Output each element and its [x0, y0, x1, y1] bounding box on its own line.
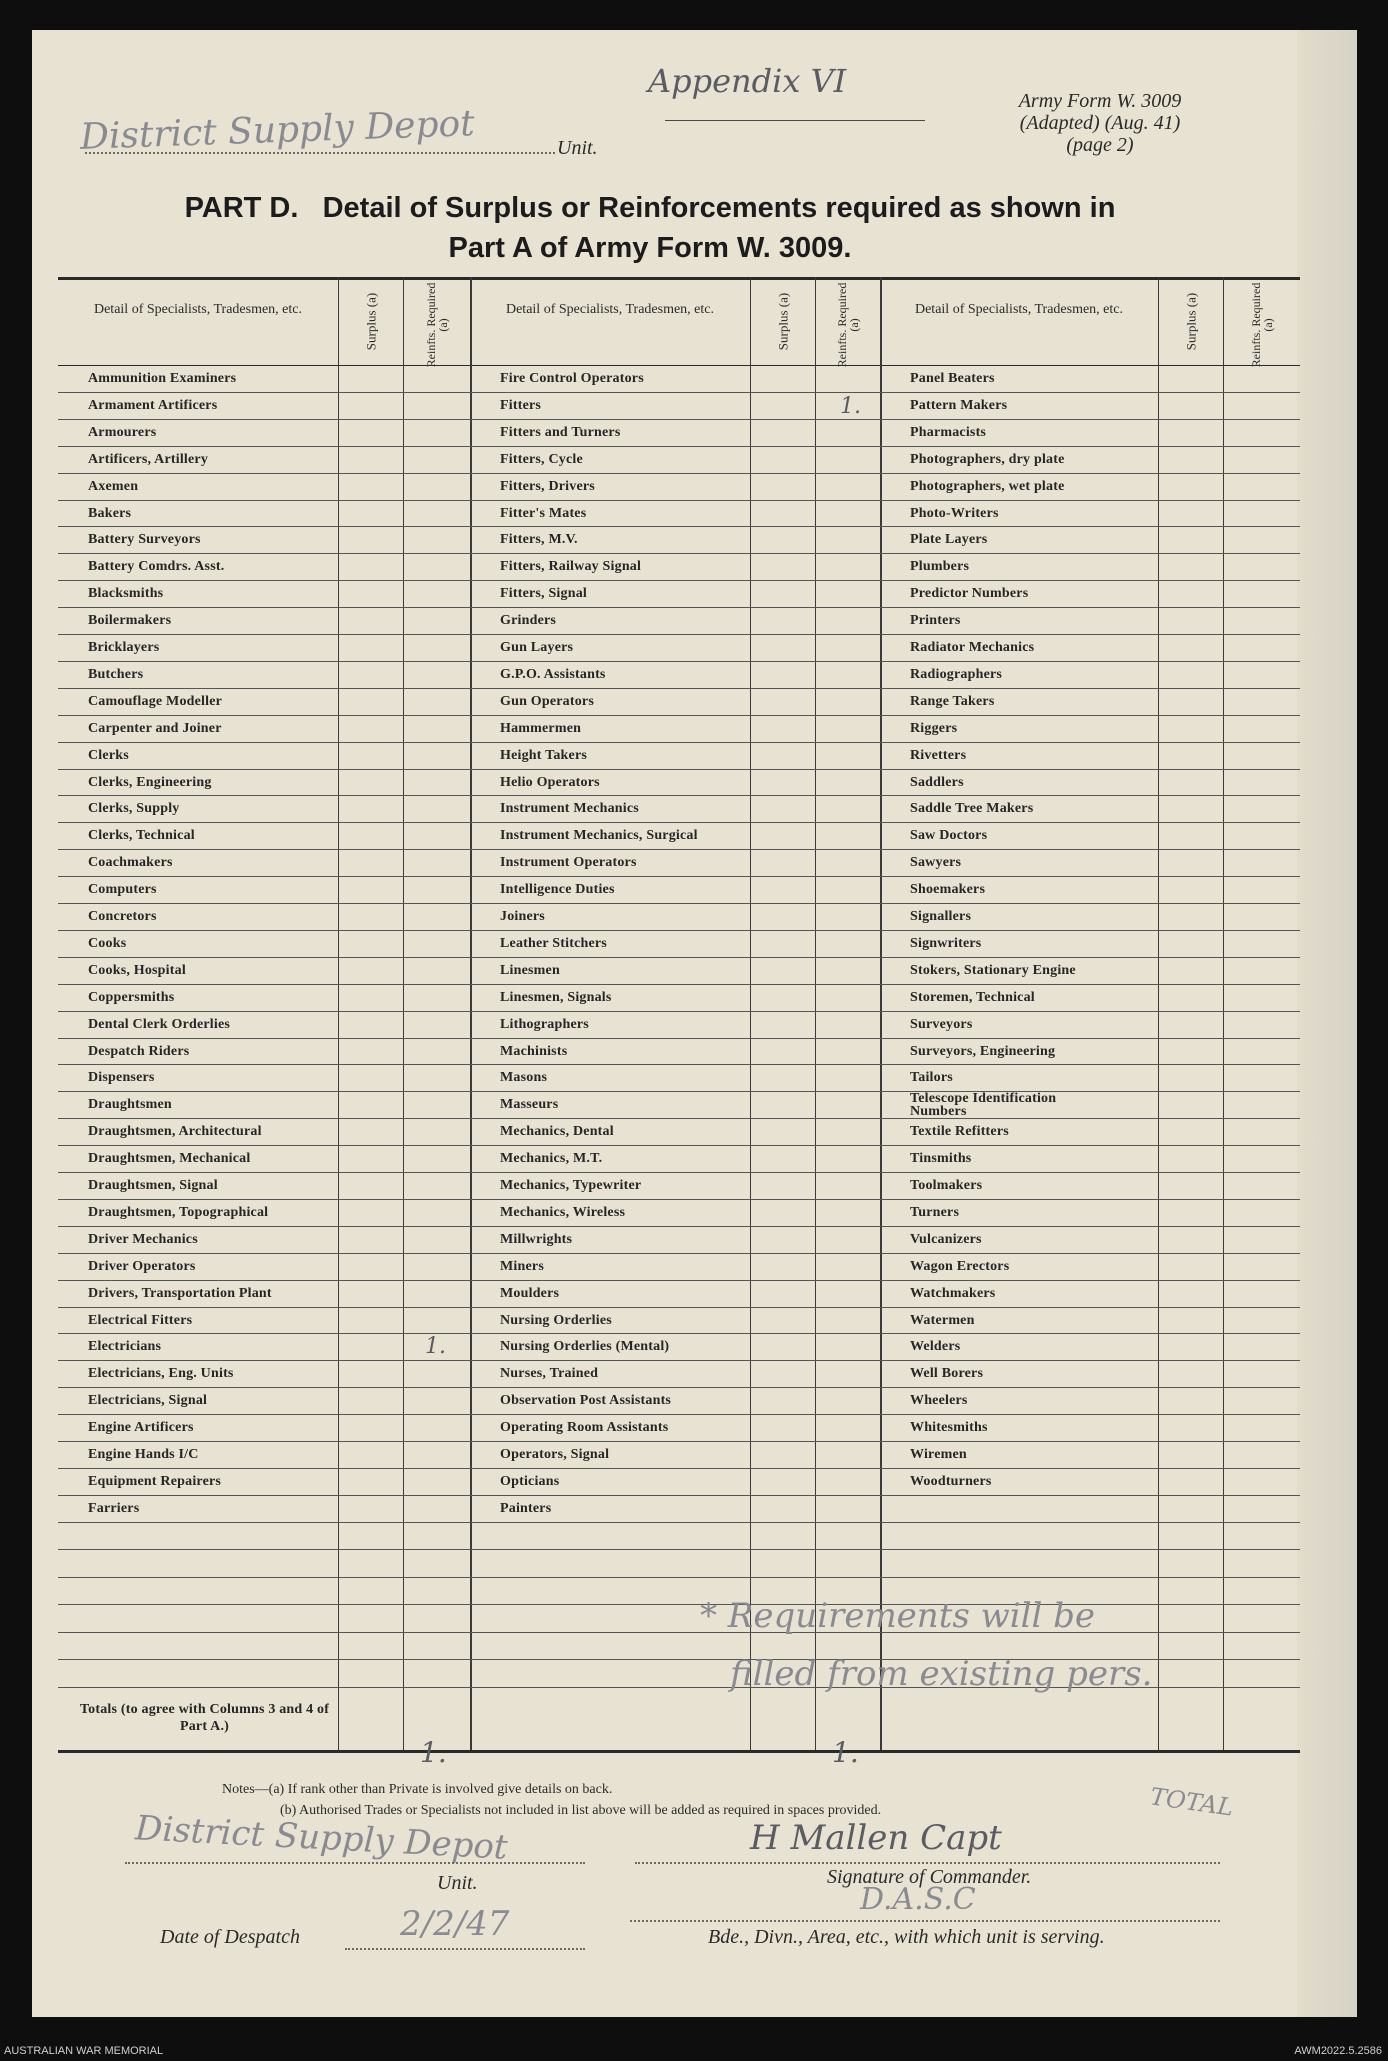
unit-top-line	[85, 152, 555, 154]
table-cell-label: Height Takers	[500, 747, 588, 763]
formation-label: Bde., Divn., Area, etc., with which unit is serving.	[708, 1926, 1105, 1948]
note-a: Notes—(a) If rank other than Private is involved give details on back.	[222, 1782, 613, 1797]
unit-bottom-label: Unit.	[437, 1872, 478, 1894]
table-row-line	[58, 1414, 1300, 1415]
header-surplus: Surplus (a)	[363, 292, 378, 351]
table-cell-label: Machinists	[500, 1043, 568, 1059]
table-cell-label: Fitters, Cycle	[500, 451, 583, 467]
table-cell-label: Instrument Operators	[500, 855, 637, 871]
header-reinfts: Reinfts. Required (a)	[1248, 282, 1275, 368]
blank-row-line	[58, 1549, 1300, 1550]
header-bottom-border	[58, 365, 1300, 366]
table-cell-label: Equipment Repairers	[88, 1473, 222, 1489]
form-reference-line1: Army Form W. 3009	[1018, 90, 1182, 112]
table-top-border	[58, 277, 1300, 280]
table-row-line	[58, 769, 1300, 770]
table-cell-label: Electricians, Signal	[88, 1393, 208, 1409]
table-row-line	[58, 1172, 1300, 1173]
table-row-line	[58, 822, 1300, 823]
table-cell-label: Watchmakers	[910, 1285, 996, 1301]
table-cell-label: Plate Layers	[910, 532, 988, 548]
table-cell-label: Textile Refitters	[910, 1124, 1009, 1140]
table-cell-label: Battery Comdrs. Asst.	[88, 559, 225, 575]
table-row-line	[58, 1387, 1300, 1388]
table-cell-label: Draughtsmen, Mechanical	[88, 1151, 251, 1167]
table-cell-label: Radiator Mechanics	[910, 640, 1035, 655]
table-cell-label: Wheelers	[910, 1393, 968, 1409]
table-cell-label: Hammermen	[500, 720, 582, 736]
title-line1: PART D. Detail of Surplus or Reinforcements required as shown in	[184, 192, 1116, 224]
table-cell-label: Draughtsmen, Architectural	[88, 1124, 262, 1140]
table-cell-label: Fitters	[500, 397, 542, 413]
note-b: (b) Authorised Trades or Specialists not included in list above will be added as required in spaces provided.	[280, 1803, 882, 1818]
table-cell-label: Riggers	[910, 720, 958, 736]
unit-top-handwriting: District Supply Depot	[79, 103, 476, 158]
table-cell-label: Draughtsmen, Signal	[88, 1178, 218, 1193]
table-cell-label: Instrument Mechanics, Surgical	[500, 828, 698, 844]
table-cell-label: Operating Room Assistants	[500, 1420, 669, 1436]
title-line2: Part A of Army Form W. 3009.	[448, 232, 852, 264]
table-cell-label: Vulcanizers	[910, 1231, 982, 1247]
table-row-line	[58, 1360, 1300, 1361]
table-cell-label: Computers	[88, 882, 157, 898]
table-cell-label: Plumbers	[910, 559, 970, 575]
table-cell-label: Pattern Makers	[910, 397, 1008, 413]
header-surplus: Surplus (a)	[1183, 292, 1198, 351]
table-cell-label: Telescope Identification Numbers	[910, 1091, 1057, 1120]
table-cell-label: Well Borers	[910, 1366, 984, 1382]
table-cell-label: Printers	[910, 613, 961, 629]
table-row-line	[58, 876, 1300, 877]
table-row-line	[58, 930, 1300, 931]
table-row-line	[58, 1118, 1300, 1119]
table-cell-label: Photo-Writers	[910, 505, 999, 521]
table-row-line	[58, 1307, 1300, 1308]
table-cell-label: Cooks	[88, 935, 127, 951]
table-row-line	[58, 473, 1300, 474]
table-cell-label: Driver Operators	[88, 1258, 196, 1274]
table-cell-label: Butchers	[88, 666, 144, 682]
table-cell-label: Camouflage Modeller	[88, 693, 223, 709]
table-cell-label: Intelligence Duties	[500, 882, 615, 898]
table-cell-label: Painters	[500, 1500, 552, 1516]
table-cell-label: Clerks, Supply	[88, 801, 180, 817]
table-row-line	[58, 1468, 1300, 1469]
table-cell-label: Moulders	[500, 1285, 560, 1301]
table-row-line	[58, 742, 1300, 743]
table-cell-label: Electricians, Eng. Units	[88, 1366, 234, 1382]
reinfts-electricians-value: 1.	[425, 1334, 446, 1359]
table-row-line	[58, 392, 1300, 393]
table-cell-label: Stokers, Stationary Engine	[910, 962, 1076, 978]
table-cell-label: Mechanics, Typewriter	[500, 1178, 642, 1193]
total-reinfts-col2: 1.	[832, 1736, 859, 1769]
table-cell-label: Cooks, Hospital	[88, 962, 186, 978]
table-cell-label: Wiremen	[910, 1447, 967, 1462]
dasc-handwriting: D.A.S.C	[860, 1882, 976, 1917]
header-detail: Detail of Specialists, Tradesmen, etc.	[914, 302, 1124, 317]
table-cell-label: Fire Control Operators	[500, 371, 644, 386]
table-row-line	[58, 1495, 1300, 1496]
table-row-line	[58, 984, 1300, 985]
table-cell-label: Shoemakers	[910, 882, 986, 898]
table-cell-label: Driver Mechanics	[88, 1231, 198, 1247]
table-cell-label: Saddlers	[910, 774, 964, 790]
table-cell-label: Predictor Numbers	[910, 586, 1029, 602]
header-detail: Detail of Specialists, Tradesmen, etc.	[505, 302, 715, 317]
signature-line	[635, 1862, 1220, 1864]
table-cell-label: Photographers, dry plate	[910, 451, 1065, 467]
table-row-line	[58, 607, 1300, 608]
header-reinfts: Reinfts. Required (a)	[423, 282, 450, 368]
table-cell-label: Battery Surveyors	[88, 532, 201, 548]
table-row-line	[58, 446, 1300, 447]
table-cell-label: Axemen	[88, 478, 139, 494]
table-cell-label: Panel Beaters	[910, 371, 995, 386]
table-cell-label: Farriers	[88, 1500, 140, 1516]
table-row-line	[58, 1011, 1300, 1012]
table-cell-label: Bricklayers	[88, 640, 160, 655]
table-cell-label: Fitters, Drivers	[500, 478, 595, 494]
table-row-line	[58, 634, 1300, 635]
table-row-line	[58, 553, 1300, 554]
date-handwriting: 2/2/47	[400, 1904, 510, 1944]
table-row-line	[58, 661, 1300, 662]
table-cell-label: Draughtsmen	[88, 1097, 172, 1113]
table-cell-label: Electricians	[88, 1339, 162, 1355]
table-cell-label: Storemen, Technical	[910, 989, 1035, 1005]
table-row-line	[58, 688, 1300, 689]
unit-bottom-line	[125, 1862, 585, 1864]
table-cell-label: Saddle Tree Makers	[910, 801, 1034, 817]
table-cell-label: Clerks, Engineering	[88, 774, 212, 790]
table-cell-label: Clerks	[88, 747, 129, 763]
table-cell-label: Armourers	[88, 424, 157, 440]
totals-label: Totals (to agree with Columns 3 and 4 of Part A.)	[79, 1701, 330, 1734]
table-row-line	[58, 1333, 1300, 1334]
table-row-line	[58, 1280, 1300, 1281]
table-row-line	[58, 1038, 1300, 1039]
column-divider	[403, 277, 404, 1750]
table-row-line	[58, 1064, 1300, 1065]
table-cell-label: Masons	[500, 1070, 548, 1086]
table-cell-label: Photographers, wet plate	[910, 478, 1065, 494]
table-cell-label: Surveyors	[910, 1016, 973, 1032]
table-cell-label: Nurses, Trained	[500, 1366, 599, 1382]
table-cell-label: Fitters, M.V.	[500, 532, 578, 548]
table-cell-label: Nursing Orderlies (Mental)	[500, 1339, 670, 1355]
table-cell-label: Fitters, Signal	[500, 586, 587, 602]
table-cell-label: Grinders	[500, 613, 557, 629]
table-cell-label: Observation Post Assistants	[500, 1393, 672, 1409]
table-cell-label: Millwrights	[500, 1231, 573, 1247]
table-cell-label: Radiographers	[910, 666, 1003, 682]
table-cell-label: Linesmen	[500, 962, 560, 978]
table-cell-label: Dispensers	[88, 1070, 155, 1086]
requirements-note-line1: * Requirements will be	[700, 1596, 1096, 1636]
appendix-underline	[665, 120, 925, 121]
table-cell-label: Woodturners	[910, 1473, 992, 1489]
table-cell-label: G.P.O. Assistants	[500, 666, 606, 682]
table-cell-label: Tinsmiths	[910, 1151, 972, 1167]
paper-edge	[1297, 30, 1357, 2017]
table-row-line	[58, 795, 1300, 796]
table-row-line	[58, 500, 1300, 501]
table-cell-label: Welders	[910, 1339, 961, 1355]
table-row-line	[58, 580, 1300, 581]
table-row-line	[58, 1199, 1300, 1200]
table-row-line	[58, 1226, 1300, 1227]
reinfts-fitters-value: 1.	[840, 394, 861, 419]
table-cell-label: Surveyors, Engineering	[910, 1043, 1056, 1059]
table-row-line	[58, 715, 1300, 716]
unit-top-label: Unit.	[557, 137, 598, 159]
table-cell-label: Armament Artificers	[88, 397, 218, 413]
table-cell-label: Dental Clerk Orderlies	[88, 1016, 231, 1032]
requirements-note-line2: filled from existing pers.	[730, 1654, 1153, 1694]
table-cell-label: Fitter's Mates	[500, 505, 587, 521]
column-divider	[1223, 277, 1224, 1750]
table-cell-label: Rivetters	[910, 747, 967, 763]
table-cell-label: Toolmakers	[910, 1178, 983, 1193]
table-cell-label: Mechanics, Dental	[500, 1124, 614, 1140]
table-cell-label: Concretors	[88, 909, 157, 924]
table-cell-label: Watermen	[910, 1312, 975, 1328]
table-row-line	[58, 1441, 1300, 1442]
table-row-line	[58, 1145, 1300, 1146]
table-bottom-border	[58, 1750, 1300, 1753]
table-cell-label: Opticians	[500, 1473, 560, 1489]
blank-row-line	[58, 1604, 1300, 1605]
column-divider	[470, 277, 472, 1750]
form-reference	[980, 90, 1220, 156]
table-cell-label: Whitesmiths	[910, 1420, 988, 1436]
column-divider	[1158, 277, 1159, 1750]
header-detail: Detail of Specialists, Tradesmen, etc.	[93, 302, 303, 317]
date-label: Date of Despatch	[160, 1926, 300, 1948]
form-reference-line3: (page 2)	[1066, 134, 1134, 156]
table-cell-label: Coppersmiths	[88, 989, 175, 1005]
table-row-line	[58, 957, 1300, 958]
table-cell-label: Drivers, Transportation Plant	[88, 1285, 272, 1301]
table-cell-label: Tailors	[910, 1070, 953, 1086]
table-cell-label: Electrical Fitters	[88, 1312, 193, 1328]
total-reinfts-col1: 1.	[420, 1736, 447, 1769]
table-cell-label: Gun Layers	[500, 640, 574, 655]
column-divider	[880, 277, 882, 1750]
table-cell-label: Lithographers	[500, 1016, 589, 1032]
table-cell-label: Leather Stitchers	[500, 935, 607, 951]
table-cell-label: Miners	[500, 1258, 544, 1274]
total-handwriting: TOTAL	[1148, 1782, 1236, 1822]
table-cell-label: Pharmacists	[910, 424, 987, 440]
column-divider	[750, 277, 751, 1750]
table-cell-label: Operators, Signal	[500, 1447, 610, 1462]
table-cell-label: Despatch Riders	[88, 1043, 190, 1059]
table-row-line	[58, 1522, 1300, 1523]
column-divider	[815, 277, 816, 1750]
table-cell-label: Mechanics, Wireless	[500, 1204, 626, 1220]
table-row-line	[58, 849, 1300, 850]
table-row-line	[58, 1253, 1300, 1254]
table-cell-label: Wagon Erectors	[910, 1258, 1010, 1274]
table-cell-label: Nursing Orderlies	[500, 1312, 612, 1328]
signature-handwriting: H Mallen Capt	[750, 1818, 1002, 1858]
table-row-line	[58, 526, 1300, 527]
table-cell-label: Sawyers	[910, 855, 962, 871]
signature-label: Signature of Commander.	[827, 1866, 1032, 1888]
table-cell-label: Turners	[910, 1204, 960, 1220]
table-cell-label: Gun Operators	[500, 693, 594, 709]
table-cell-label: Bakers	[88, 505, 132, 521]
table-cell-label: Carpenter and Joiner	[88, 720, 222, 736]
table-cell-label: Masseurs	[500, 1097, 559, 1113]
blank-row-line	[58, 1577, 1300, 1578]
date-line	[345, 1948, 585, 1950]
page-title	[100, 188, 1200, 268]
table-cell-label: Saw Doctors	[910, 828, 988, 844]
table-cell-label: Artificers, Artillery	[88, 451, 209, 467]
table-cell-label: Engine Artificers	[88, 1420, 194, 1436]
blank-row-line	[58, 1632, 1300, 1633]
table-cell-label: Linesmen, Signals	[500, 989, 612, 1005]
table-cell-label: Helio Operators	[500, 774, 600, 790]
archive-left: AUSTRALIAN WAR MEMORIAL	[4, 2045, 164, 2057]
table-cell-label: Mechanics, M.T.	[500, 1151, 603, 1167]
table-cell-label: Coachmakers	[88, 855, 173, 871]
table-cell-label: Clerks, Technical	[88, 828, 195, 844]
table-row-line	[58, 1091, 1300, 1092]
table-cell-label: Draughtsmen, Topographical	[88, 1204, 269, 1220]
table-cell-label: Range Takers	[910, 693, 995, 709]
trades-table	[58, 277, 1300, 1780]
unit-bottom-handwriting: District Supply Depot	[134, 1808, 509, 1868]
form-reference-line2: (Adapted) (Aug. 41)	[1019, 112, 1181, 134]
table-row-line	[58, 419, 1300, 420]
table-cell-label: Fitters, Railway Signal	[500, 559, 642, 575]
table-cell-label: Signallers	[910, 909, 972, 924]
table-cell-label: Fitters and Turners	[500, 424, 621, 440]
table-cell-label: Boilermakers	[88, 613, 172, 629]
header-reinfts: Reinfts. Required (a)	[834, 282, 861, 368]
table-cell-label: Joiners	[500, 909, 545, 924]
table-cell-label: Instrument Mechanics	[500, 801, 639, 817]
formation-line	[630, 1920, 1220, 1922]
table-row-line	[58, 903, 1300, 904]
table-cell-label: Ammunition Examiners	[88, 371, 237, 386]
table-cell-label: Engine Hands I/C	[88, 1447, 199, 1462]
column-divider	[338, 277, 339, 1750]
appendix-handwriting: Appendix VI	[648, 62, 847, 100]
header-surplus: Surplus (a)	[775, 292, 790, 351]
table-cell-label: Blacksmiths	[88, 586, 164, 602]
table-cell-label: Signwriters	[910, 935, 982, 951]
archive-right: AWM2022.5.2586	[1294, 2045, 1382, 2057]
